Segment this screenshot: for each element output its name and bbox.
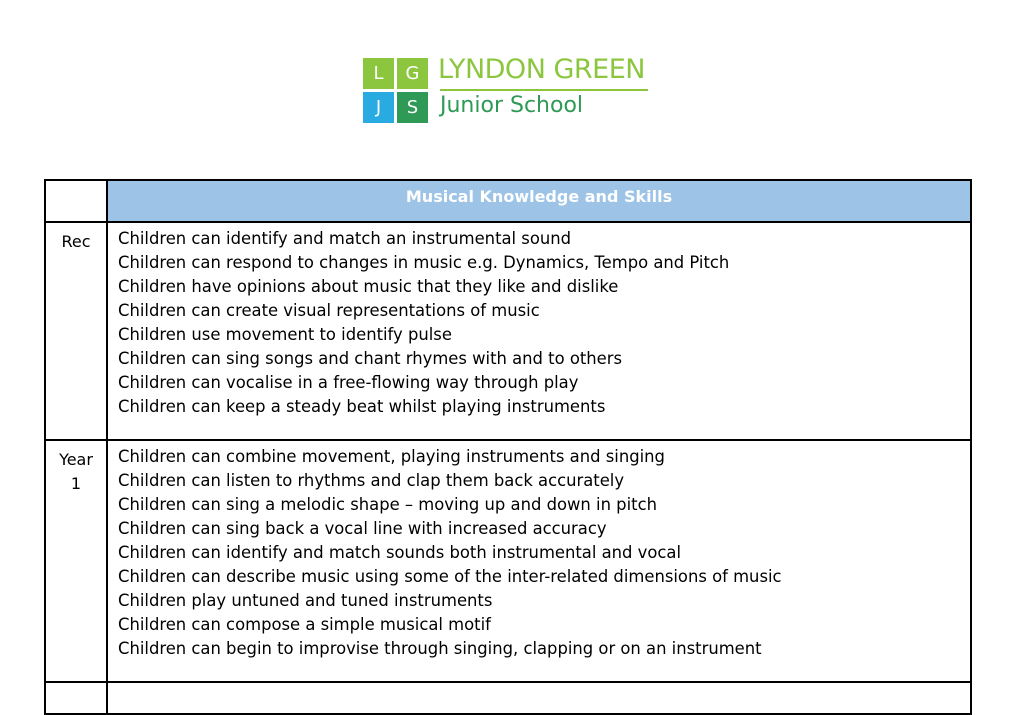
year-label: Year 1 [59,450,93,493]
list-item: Children play untuned and tuned instruments [118,591,493,610]
table-row-rec [45,222,971,440]
year-label: Rec [61,232,91,251]
list-item: Children can identify and match an instrumental sound [118,229,572,248]
logo-tile-g: G [397,58,428,89]
table-header-title: Musical Knowledge and Skills [405,187,673,206]
skills-list [108,441,970,661]
header-cell [107,180,971,222]
logo-tile-j: J [363,92,394,123]
list-item: Children use movement to identify pulse [118,325,452,344]
list-item: Children can begin to improvise through singing, clapping or on an instrument [118,639,762,658]
list-item: Children can create visual representations of music [118,301,540,320]
list-item: Children can sing back a vocal line with increased accuracy [118,519,607,538]
year-cell [45,222,107,440]
table-row-next [45,682,971,714]
list-item: Children can respond to changes in music e.g. Dynamics, Tempo and Pitch [118,253,730,272]
logo-school-subtitle: Junior School [440,93,584,118]
skills-cell [107,440,971,682]
list-item: Children can vocalise in a free-flowing way through play [118,373,579,392]
logo-school-name: LYNDON GREEN [438,54,645,85]
list-item: Children can keep a steady beat whilst playing instruments [118,397,606,416]
list-item: Children can listen to rhythms and clap them back accurately [118,471,625,490]
header-empty-cell [45,180,107,222]
table-row-year-1 [45,440,971,682]
list-item: Children have opinions about music that they like and dislike [118,277,619,296]
year-cell [45,440,107,682]
logo-tile-s: S [397,92,428,123]
list-item: Children can identify and match sounds both instrumental and vocal [118,543,682,562]
skills-cell [107,222,971,440]
skills-list [108,223,970,419]
list-item: Children can describe music using some of the inter-related dimensions of music [118,567,782,586]
logo-tile-l: L [363,58,394,89]
list-item: Children can sing a melodic shape – moving up and down in pitch [118,495,657,514]
skills-cell [107,682,971,714]
skills-table [44,179,972,715]
school-logo [363,56,663,124]
list-item: Children can combine movement, playing instruments and singing [118,447,665,466]
list-item: Children can compose a simple musical motif [118,615,491,634]
year-cell [45,682,107,714]
logo-divider [440,89,648,91]
list-item: Children can sing songs and chant rhymes with and to others [118,349,623,368]
table-header-row [45,180,971,222]
